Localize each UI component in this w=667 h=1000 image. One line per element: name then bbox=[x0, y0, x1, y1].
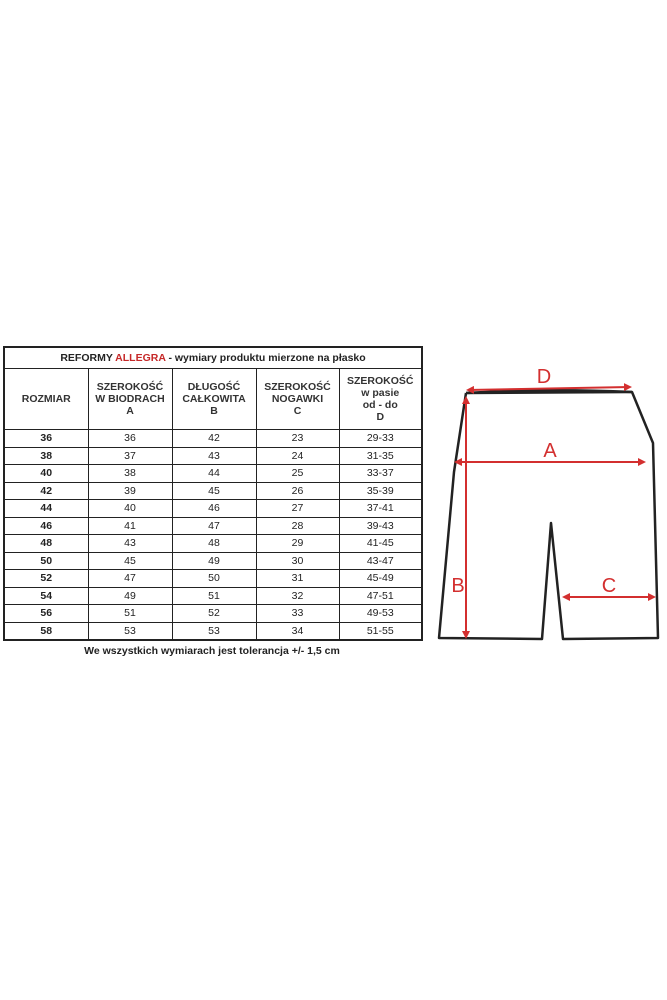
column-header: SZEROKOŚĆ NOGAWKI C bbox=[256, 369, 339, 430]
measurement-cell: 35-39 bbox=[339, 482, 422, 500]
measurement-cell: 39 bbox=[88, 482, 172, 500]
size-cell: 58 bbox=[4, 622, 88, 640]
table-row bbox=[4, 500, 422, 518]
waistband-line bbox=[466, 392, 632, 393]
measurement-cell: 41-45 bbox=[339, 535, 422, 553]
measurement-cell: 43 bbox=[88, 535, 172, 553]
measurement-cell: 44 bbox=[172, 465, 256, 483]
shorts-outline bbox=[439, 390, 658, 639]
size-cell: 48 bbox=[4, 535, 88, 553]
measurement-cell: 24 bbox=[256, 447, 339, 465]
measurement-cell: 52 bbox=[172, 605, 256, 623]
measurement-cell: 29-33 bbox=[339, 430, 422, 448]
measurement-cell: 48 bbox=[172, 535, 256, 553]
measurement-cell: 51 bbox=[172, 587, 256, 605]
table-row bbox=[4, 587, 422, 605]
measurement-cell: 41 bbox=[88, 517, 172, 535]
measurement-cell: 31-35 bbox=[339, 447, 422, 465]
measurement-cell: 47-51 bbox=[339, 587, 422, 605]
title-brand: ALLEGRA bbox=[115, 351, 166, 364]
shorts-diagram-svg bbox=[432, 340, 667, 650]
label-c: C bbox=[601, 575, 617, 597]
measurement-cell: 26 bbox=[256, 482, 339, 500]
measurement-cell: 29 bbox=[256, 535, 339, 553]
size-table-section bbox=[3, 346, 423, 657]
table-row bbox=[4, 465, 422, 483]
size-cell: 50 bbox=[4, 552, 88, 570]
table-body bbox=[4, 430, 422, 641]
measurement-cell: 53 bbox=[172, 622, 256, 640]
table-row bbox=[4, 535, 422, 553]
title-suffix: - wymiary produktu mierzone na płasko bbox=[168, 351, 366, 364]
column-header: SZEROKOŚĆ W BIODRACH A bbox=[88, 369, 172, 430]
size-table bbox=[3, 346, 423, 641]
measurement-cell: 25 bbox=[256, 465, 339, 483]
table-row bbox=[4, 605, 422, 623]
measurement-cell: 42 bbox=[172, 430, 256, 448]
measurement-cell: 34 bbox=[256, 622, 339, 640]
size-cell: 42 bbox=[4, 482, 88, 500]
column-header: SZEROKOŚĆ w pasie od - do D bbox=[339, 369, 422, 430]
shorts-diagram bbox=[432, 340, 667, 650]
measurement-cell: 28 bbox=[256, 517, 339, 535]
table-row bbox=[4, 517, 422, 535]
measurement-cell: 45 bbox=[88, 552, 172, 570]
measurement-cell: 49 bbox=[88, 587, 172, 605]
table-row bbox=[4, 447, 422, 465]
measurement-cell: 43-47 bbox=[339, 552, 422, 570]
measurement-cell: 45 bbox=[172, 482, 256, 500]
measurement-cell: 27 bbox=[256, 500, 339, 518]
measurement-cell: 33 bbox=[256, 605, 339, 623]
measurement-cell: 47 bbox=[172, 517, 256, 535]
measurement-cell: 47 bbox=[88, 570, 172, 588]
tolerance-note: We wszystkich wymiarach jest tolerancja +/- 1,5 cm bbox=[84, 645, 340, 657]
measurement-cell: 49 bbox=[172, 552, 256, 570]
measurement-cell: 46 bbox=[172, 500, 256, 518]
size-cell: 52 bbox=[4, 570, 88, 588]
size-cell: 54 bbox=[4, 587, 88, 605]
measurement-cell: 30 bbox=[256, 552, 339, 570]
label-b: B bbox=[451, 575, 465, 597]
label-d: D bbox=[536, 366, 552, 388]
measurement-cell: 49-53 bbox=[339, 605, 422, 623]
table-row bbox=[4, 552, 422, 570]
table-row bbox=[4, 622, 422, 640]
column-header: ROZMIAR bbox=[4, 369, 88, 430]
measurement-cell: 37 bbox=[88, 447, 172, 465]
measurement-cell: 43 bbox=[172, 447, 256, 465]
size-cell: 46 bbox=[4, 517, 88, 535]
measurement-cell: 23 bbox=[256, 430, 339, 448]
label-a: A bbox=[543, 440, 557, 462]
table-title bbox=[4, 347, 422, 369]
measurement-cell: 33-37 bbox=[339, 465, 422, 483]
header-row bbox=[4, 369, 422, 430]
measurement-cell: 53 bbox=[88, 622, 172, 640]
measurement-cell: 32 bbox=[256, 587, 339, 605]
measurement-cell: 37-41 bbox=[339, 500, 422, 518]
measurement-cell: 31 bbox=[256, 570, 339, 588]
size-cell: 40 bbox=[4, 465, 88, 483]
measurement-cell: 51-55 bbox=[339, 622, 422, 640]
size-cell: 44 bbox=[4, 500, 88, 518]
measurement-cell: 39-43 bbox=[339, 517, 422, 535]
table-row bbox=[4, 430, 422, 448]
measurement-cell: 45-49 bbox=[339, 570, 422, 588]
table-row bbox=[4, 570, 422, 588]
table-row bbox=[4, 482, 422, 500]
size-cell: 56 bbox=[4, 605, 88, 623]
measurement-cell: 38 bbox=[88, 465, 172, 483]
size-cell: 36 bbox=[4, 430, 88, 448]
measurement-cell: 51 bbox=[88, 605, 172, 623]
measurement-cell: 50 bbox=[172, 570, 256, 588]
title-prefix: REFORMY bbox=[60, 351, 113, 364]
size-cell: 38 bbox=[4, 447, 88, 465]
measurement-cell: 40 bbox=[88, 500, 172, 518]
measurement-cell: 36 bbox=[88, 430, 172, 448]
column-header: DŁUGOŚĆ CAŁKOWITA B bbox=[172, 369, 256, 430]
